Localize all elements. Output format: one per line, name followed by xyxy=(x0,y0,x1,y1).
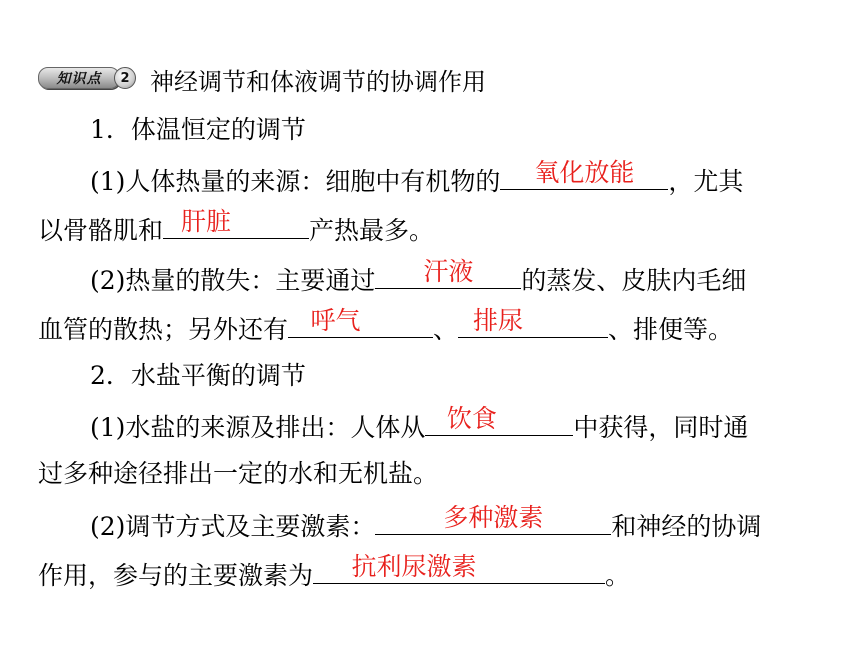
answer-blank xyxy=(288,306,433,338)
water-paragraph-2-line-1 xyxy=(90,503,762,543)
text: 以骨骼肌和 xyxy=(38,216,164,245)
text: (1)人体热量的来源：细胞中有机物的 xyxy=(90,167,501,196)
temp-paragraph-1-line-1 xyxy=(90,158,744,198)
text: 产热最多。 xyxy=(309,216,435,245)
text: 作用，参与的主要激素为 xyxy=(38,561,314,590)
knowledge-point-badge xyxy=(38,66,136,90)
answer-text: 汗液 xyxy=(423,257,474,286)
text: 。 xyxy=(605,561,631,590)
text: 和神经的协调 xyxy=(611,512,762,541)
text: ，尤其 xyxy=(668,167,744,196)
temp-paragraph-2-line-1 xyxy=(90,257,747,297)
answer-blank xyxy=(313,552,605,584)
answer-text: 多种激素 xyxy=(443,503,544,532)
water-paragraph-1-line-1 xyxy=(90,404,749,444)
badge-number: 2 xyxy=(114,67,136,89)
text: 的蒸发、皮肤内毛细 xyxy=(521,266,747,295)
answer-blank xyxy=(163,207,309,239)
answer-blank xyxy=(425,404,573,436)
answer-text: 氧化放能 xyxy=(534,158,635,187)
text: 血管的散热；另外还有 xyxy=(38,315,289,344)
heading-water-salt: 2．水盐平衡的调节 xyxy=(90,361,306,390)
badge-label: 知识点 xyxy=(38,67,120,89)
answer-blank xyxy=(500,158,668,190)
text: 中获得，同时通 xyxy=(573,413,749,442)
heading-temperature: 1．体温恒定的调节 xyxy=(90,115,306,144)
answer-text: 排尿 xyxy=(473,306,524,335)
answer-blank xyxy=(375,257,521,289)
water-paragraph-2-line-2 xyxy=(38,552,631,592)
text: 、排便等。 xyxy=(608,315,734,344)
answer-text: 呼气 xyxy=(310,306,361,335)
section-title: 神经调节和体液调节的协调作用 xyxy=(150,68,486,96)
temp-paragraph-1-line-2 xyxy=(38,207,435,247)
answer-text: 饮食 xyxy=(446,404,497,433)
text: 、 xyxy=(433,315,459,344)
text: (2)热量的散失：主要通过 xyxy=(90,266,376,295)
answer-blank xyxy=(458,306,608,338)
text: (2)调节方式及主要激素： xyxy=(90,512,376,541)
water-paragraph-1-line-2: 过多种途径排出一定的水和无机盐。 xyxy=(38,459,439,488)
answer-text: 抗利尿激素 xyxy=(351,552,477,581)
answer-blank xyxy=(375,503,611,535)
answer-text: 肝脏 xyxy=(181,207,232,236)
temp-paragraph-2-line-2 xyxy=(38,306,734,346)
text: (1)水盐的来源及排出：人体从 xyxy=(90,413,426,442)
